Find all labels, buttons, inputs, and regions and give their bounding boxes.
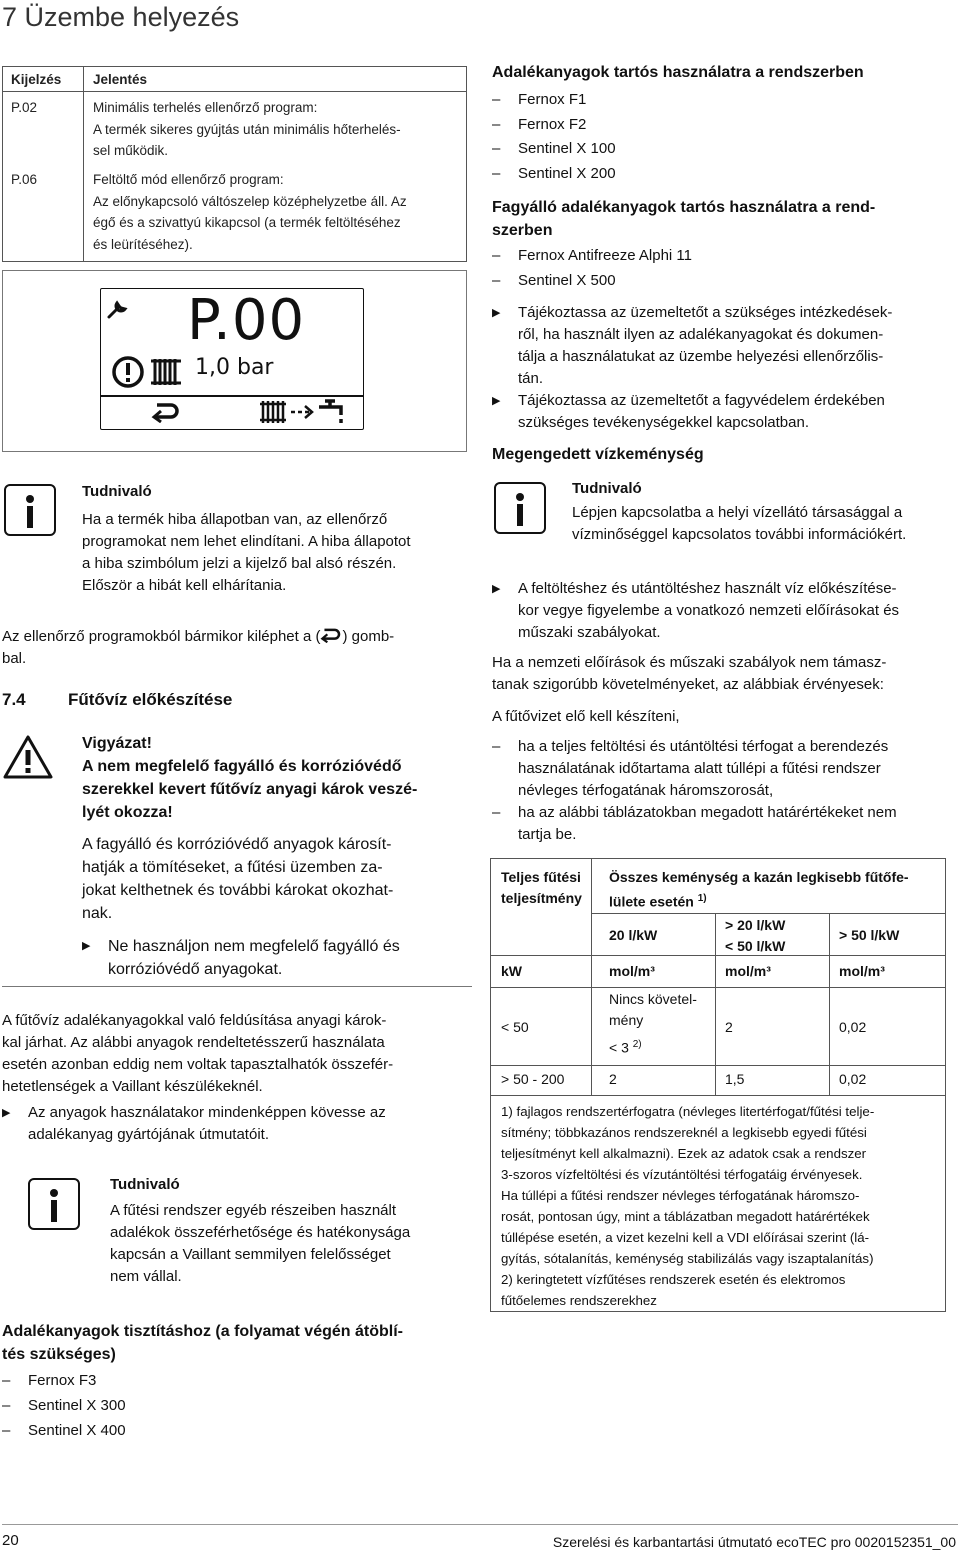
table-line (491, 955, 945, 956)
table-header: Teljes fűtési teljesítmény (501, 869, 582, 906)
table-cell: > 50 - 200 (501, 1071, 565, 1087)
info-icon (28, 1178, 80, 1230)
table-row: Minimális terhelés ellenőrző program: A termék sikeres gyújtás után minimális hőterhelés- sel működik. (93, 100, 401, 158)
col-header-jelentes: Jelentés (93, 72, 148, 87)
table-divider (83, 67, 84, 261)
table-line (829, 913, 830, 1095)
note-2: Tudnivaló A fűtési rendszer egyéb részeiben használt adalékok összeférhetősége és hatékonysága kapcsán a Vaillant semmilyen felelősséget nem vállal. (110, 1174, 470, 1288)
antifreeze-list (492, 244, 952, 293)
permanent-heading: Adalékanyagok tartós használatra a rendszerben (492, 64, 864, 81)
code-p06: P.06 (11, 172, 38, 187)
list-item: – Sentinel X 200 (492, 162, 952, 187)
instruction-list (2, 1102, 472, 1146)
note-1: Tudnivaló Ha a termék hiba állapotban van, az ellenőrző programokat nem lehet elindítani. A hiba állapotot a hiba szimbólum jelzi a kijelző bal alsó részén. Először a hibát kell elhárítania. (82, 481, 462, 597)
warning-triangle-icon (2, 734, 54, 780)
page-title: 7 Üzembe helyezés (2, 2, 240, 32)
exit-instruction: Az ellenőrző programokból bármikor kiléphet a ( ) gomb- bal. (2, 628, 395, 667)
radiator-icon (149, 355, 183, 389)
section-title: Fűtővíz előkészítése (68, 690, 233, 709)
table-cell: Nincs követel- mény < 3 $^{2)}$ (609, 991, 697, 1056)
table-subheader: > 20 l/kW < 50 l/kW (725, 917, 786, 954)
table-cell: 0,02 (839, 1019, 867, 1035)
info-icon (4, 484, 56, 536)
display-divider (101, 395, 363, 397)
tap-icon (317, 399, 349, 427)
table-cell: 1,5 (725, 1071, 745, 1087)
list-item: – Sentinel X 100 (492, 137, 952, 162)
list-item: – Fernox F2 (492, 113, 952, 138)
table-cell: 2 (725, 1019, 733, 1035)
page-number: 20 (2, 1532, 19, 1549)
table-line (491, 987, 945, 988)
list-item: ▶ Az anyagok használatakor mindenképpen kövesse az adalékanyag gyártójának útmutatóit. (2, 1102, 472, 1146)
list-item: – ha az alábbi táblázatokban megadott határértékeket nem tartja be. (492, 802, 958, 846)
display-screen (100, 288, 364, 430)
warning-heading: Vigyázat! (82, 735, 152, 752)
list-item: ▶ Ne használjon nem megfelelő fagyálló és korrózióvédő anyagokat. (82, 935, 472, 981)
hardness-table (490, 858, 946, 1312)
back-icon (151, 401, 181, 423)
cleaning-list (2, 1368, 472, 1443)
table-subheader: > 50 l/kW (839, 927, 900, 943)
table-line (491, 1095, 945, 1096)
list-item: – Fernox F3 (2, 1368, 472, 1393)
divider (2, 986, 472, 987)
table-line (591, 913, 945, 914)
list-item: ▶ Tájékoztassa az üzemeltetőt a szükséges intézkedések- ről, ha használt ilyen az adalékanyagokat és dokumen- tálja a használatukat az üzembe helyezési ellenőrzőlis- tán. (492, 302, 958, 390)
hardness-heading: Megengedett vízkeménység (492, 446, 704, 463)
display-code: P.00 (187, 288, 306, 353)
note-heading: Tudnivaló (110, 1176, 180, 1193)
table-cell: 0,02 (839, 1071, 867, 1087)
list-item: ▶ A feltöltéshez és utántöltéshez használt víz előkészítése- kor vegye figyelembe a vonatkozó nemzeti előírásokat és műszaki szabályokat. (492, 578, 958, 644)
list-item: – Fernox F1 (492, 88, 952, 113)
list-item: – Sentinel X 400 (2, 1418, 472, 1443)
table-unit: mol/m³ (725, 963, 771, 979)
paragraph: A fűtővíz adalékanyagokkal való feldúsítása anyagi károk- kal járhat. Az alábbi anyagok rendeltetésszerű használata esetén azonban eddig nem voltak tapasztalhatók összefér- hetetlenségek a Vaillant készülékeknél. (2, 1012, 394, 1095)
instruction-list (492, 302, 958, 434)
info-icon (494, 482, 546, 534)
note-heading: Tudnivaló (82, 483, 152, 500)
condition-list (492, 736, 958, 846)
permanent-list (492, 88, 952, 186)
instruction-list (492, 578, 958, 644)
display-pressure: 1,0 bar (195, 355, 274, 380)
table-line (491, 1065, 945, 1066)
list-item: – ha a teljes feltöltési és utántöltési térfogat a berendezés használatának időtartama alatt túllépi a fűtési rendszer névleges térfogatának háromszorosát, (492, 736, 958, 802)
paragraph: A fűtővizet elő kell készíteni, (492, 708, 680, 725)
table-line (715, 913, 716, 1095)
cleaning-heading: Adalékanyagok tisztításhoz (a folyamat végén átöblí- tés szükséges) (2, 1323, 403, 1363)
table-footnotes: 1) fajlagos rendszertérfogatra (névleges litertérfogat/fűtési telje- sítmény; többkazános rendszereknél a legkisebb egyedi fűtési teljesítményt kell alkalmazni). Ezek az adatok csak a rendszer 3-szoros vízfeltöltési és vízutántöltési térfogatáig érvényesek. Ha túllépi a fűtési rendszer névleges térfogatának háromszo- rosát, pontosan úgy, mint a táblázatban megadott határértékek túllépése esetén, a vizet kezelni kell a VDI előírásai szerint (lá- gyítás, sótalanítás, keménység stabilizálás vagy iszaptalanítás) 2) keringtetett vízfűtéses rendszerek esetén és elektromos fűtőelemes rendszerekhez (501, 1104, 875, 1308)
section-number: 7.4 (2, 690, 26, 709)
list-item: – Sentinel X 300 (2, 1393, 472, 1418)
table-unit: kW (501, 963, 522, 979)
table-cell: 2 (609, 1071, 617, 1087)
col-header-kijelzes: Kijelzés (11, 72, 62, 87)
note-3: Tudnivaló Lépjen kapcsolatba a helyi vízellátó társasággal a vízminőséggel kapcsolatos további információkért. (572, 478, 958, 546)
table-line (591, 859, 592, 1095)
back-icon (320, 627, 342, 643)
warning-block: Vigyázat! A nem megfelelő fagyálló és korrózióvédő szerekkel kevert fűtővíz anyagi károk veszé- lyét okozza! A fagyálló és korrózióvédő anyagok károsít- hatják a tömítéseket, a fűtési üzemben za- jokat kelthetnek és további károkat okozhat- nak. ▶ Ne használjon nem megfelelő fagyálló és korrózióvédő anyagokat. (82, 732, 472, 981)
code-p02: P.02 (11, 100, 38, 115)
radiator-icon (259, 399, 287, 425)
antifreeze-heading: Fagyálló adalékanyagok tartós használatra a rend- szerben (492, 199, 876, 239)
list-item: – Fernox Antifreeze Alphi 11 (492, 244, 952, 269)
table-subheader: 20 l/kW (609, 927, 658, 943)
table-cell: < 50 (501, 1019, 529, 1035)
footer-rule (2, 1524, 958, 1525)
table-unit: mol/m³ (609, 963, 655, 979)
table-row: Feltöltő mód ellenőrző program: Az előnykapcsoló váltószelep középhelyzetbe áll. Az égő és a szivattyú kikapcsol (a termék feltöltéséhez és leürítéséhez). (93, 172, 407, 252)
list-item: ▶ Tájékoztassa az üzemeltetőt a fagyvédelem érdekében szükséges tevékenységekkel kapcsolatban. (492, 390, 958, 434)
wrench-icon (105, 299, 129, 323)
paragraph: Ha a nemzeti előírások és műszaki szabályok nem támasz- tanak szigorúbb követelményeket, az alábbiak érvényesek: (492, 654, 887, 693)
arrow-icon (289, 403, 315, 421)
table-header: Összes keménység a kazán legkisebb fűtőfe- lülete esetén $^{1)}$ (609, 869, 909, 910)
warning-icon (111, 355, 145, 389)
table-unit: mol/m³ (839, 963, 885, 979)
list-item: – Sentinel X 500 (492, 269, 952, 294)
note-heading: Tudnivaló (572, 480, 642, 497)
codes-table (2, 66, 467, 262)
footer-text: Szerelési és karbantartási útmutató ecoTEC pro 0020152351_00 (552, 1534, 956, 1550)
